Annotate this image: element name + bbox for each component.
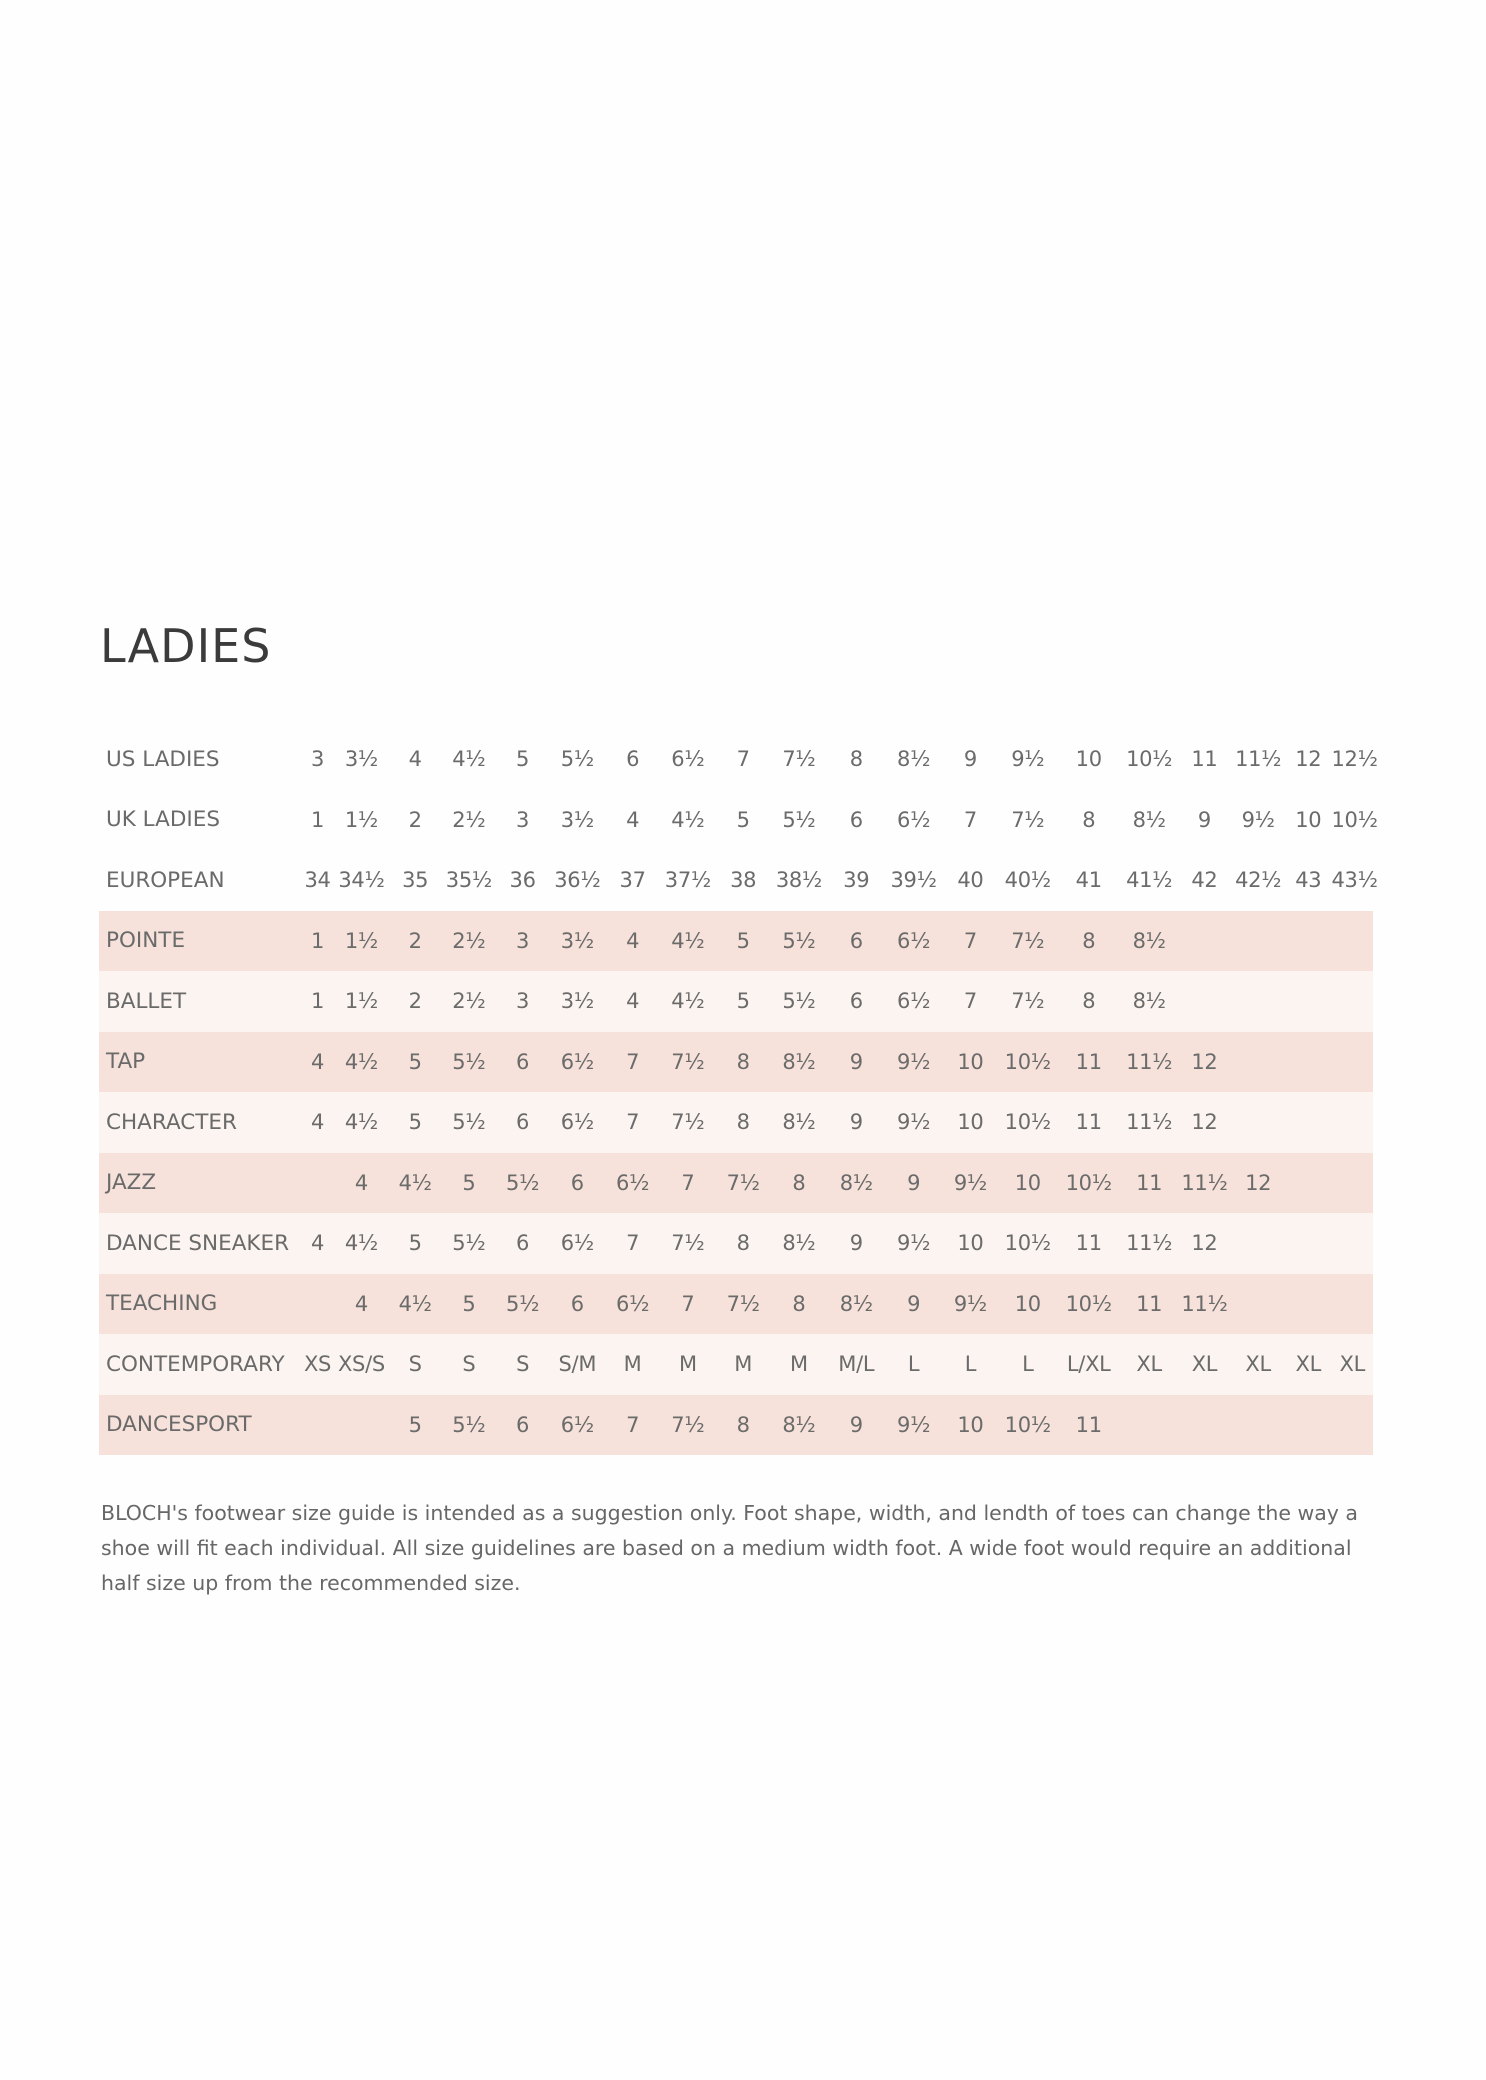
size-cell: 8½ [771,1395,828,1456]
size-cell: 12 [1178,1032,1232,1093]
size-cell: 4½ [388,1274,442,1335]
size-cell: 8½ [897,747,931,772]
size-row-jazz [99,1153,1373,1214]
size-cell: 11½ [1121,1092,1178,1153]
size-cell: 3½ [549,971,605,1032]
size-cell: 1½ [335,971,389,1032]
size-cell [1231,911,1285,972]
size-cell: 8½ [1132,807,1166,832]
size-cell: 6½ [605,1274,660,1335]
size-cell: 8½ [771,1213,828,1274]
size-cell: 7½ [716,1274,771,1335]
size-cell: 38 [730,868,757,893]
size-cell: 11½ [1178,1274,1232,1335]
size-cell: 11 [1057,1213,1121,1274]
size-cell [1178,971,1232,1032]
size-cell: 3 [310,747,325,772]
size-cell: 9 [963,747,977,772]
size-cell: 5 [388,1213,442,1274]
size-cell: 5 [388,1032,442,1093]
size-cell: 4 [300,1092,334,1153]
size-cell: 9 [885,1274,942,1335]
size-cell: M [771,1334,828,1395]
size-cell: 3½ [560,807,594,832]
size-cell: XL [1285,1334,1331,1395]
size-cell: 11½ [1178,1153,1232,1214]
size-cell [1231,1032,1285,1093]
size-cell: 7 [605,1092,660,1153]
size-cell: L/XL [1057,1334,1121,1395]
size-cell: 10½ [999,1395,1057,1456]
size-cell: 7½ [716,1153,771,1214]
row-label: EUROPEAN [106,867,225,893]
size-cell: XS [300,1334,334,1395]
size-cell: 5½ [442,1032,496,1093]
size-cell: 2½ [442,971,496,1032]
size-cell: M [605,1334,660,1395]
size-cell: 5½ [782,807,816,832]
size-cell [1332,1032,1374,1093]
size-cell: 5 [388,1092,442,1153]
size-cell: 9 [827,1092,885,1153]
size-cell: 4½ [660,971,716,1032]
row-label: TAP [99,1032,300,1093]
size-cell: 7½ [782,747,816,772]
size-cell [1121,1395,1178,1456]
size-cell: 35 [402,868,429,893]
size-cell [300,1153,334,1214]
size-cell: 4½ [671,807,705,832]
size-cell: 1½ [344,807,378,832]
size-cell: 4 [335,1153,389,1214]
size-cell: 6 [496,1395,550,1456]
size-cell: 4 [335,1274,389,1335]
row-label: BALLET [99,971,300,1032]
row-label: POINTE [99,911,300,972]
size-guide-note: BLOCH's footwear size guide is intended as a suggestion only. Foot shape, width, and lendth of toes can change the way a shoe will fit each individual. All size guidelines are based on a medium width foot. A wide foot would require an additional half size up from the recommended size. [101,1501,1358,1595]
size-cell: M/L [827,1334,885,1395]
size-cell: 11 [1121,1153,1178,1214]
size-cell: 8½ [1121,911,1178,972]
size-cell: 11½ [1121,1032,1178,1093]
size-cell [1178,911,1232,972]
size-cell: 4 [300,1213,334,1274]
size-cell: 6 [827,911,885,972]
size-cell: 36½ [554,868,601,893]
row-label: CONTEMPORARY [99,1334,300,1395]
size-cell: 8½ [771,1032,828,1093]
size-row-dance-sneaker [99,1213,1373,1274]
size-cell: 2 [388,971,442,1032]
size-cell: 8 [771,1274,828,1335]
row-label: US LADIES [106,746,220,772]
size-cell: 9 [885,1153,942,1214]
size-cell: 12½ [1331,747,1378,772]
size-cell: 8 [849,747,863,772]
size-cell: 5 [716,971,771,1032]
page-title: LADIES [100,619,272,673]
size-cell: 3 [496,911,550,972]
size-cell: 6 [549,1274,605,1335]
size-cell [1285,1032,1331,1093]
size-cell: 6 [849,807,863,832]
size-cell: 7½ [660,1395,716,1456]
size-cell [300,1274,334,1335]
size-cell: 36 [509,868,536,893]
size-cell [1285,971,1331,1032]
size-cell: 5 [516,747,530,772]
size-cell: 10 [942,1032,999,1093]
size-cell: 6 [549,1153,605,1214]
size-cell: 6 [496,1092,550,1153]
size-cell [335,1395,389,1456]
size-cell: 10½ [1331,807,1378,832]
size-cell: 8½ [827,1274,885,1335]
size-cell: 10½ [1057,1274,1121,1335]
size-cell [1231,1395,1285,1456]
size-cell: XL [1231,1334,1285,1395]
size-cell: 12 [1231,1153,1285,1214]
size-cell: 3 [516,807,530,832]
size-cell: 1 [310,807,325,832]
size-cell: 34½ [338,868,385,893]
size-cell: 2½ [452,807,486,832]
size-cell: 9½ [942,1153,999,1214]
size-cell: 41 [1075,868,1102,893]
size-row-pointe [99,911,1373,972]
size-cell: 39½ [890,868,937,893]
size-cell: 42 [1191,868,1218,893]
size-cell: 10 [999,1274,1057,1335]
size-cell: 8½ [827,1153,885,1214]
size-cell: 6½ [549,1213,605,1274]
size-row-us-ladies [99,729,1373,790]
size-cell: 42½ [1235,868,1282,893]
size-row-tap [99,1032,1373,1093]
size-cell: 5½ [560,747,594,772]
size-cell: 6 [626,747,640,772]
size-cell: 8 [1057,911,1121,972]
size-cell: 7½ [660,1032,716,1093]
size-cell: 4½ [452,747,486,772]
row-label: DANCE SNEAKER [99,1213,300,1274]
size-cell: 12 [1295,747,1322,772]
size-row-uk-ladies [99,790,1373,851]
size-cell: 11 [1057,1395,1121,1456]
size-cell: 11 [1057,1092,1121,1153]
size-cell: 12 [1178,1092,1232,1153]
size-cell [1231,1274,1285,1335]
size-cell: 7 [605,1032,660,1093]
size-cell: 2 [388,911,442,972]
size-cell [1231,1092,1285,1153]
size-cell: 10 [1075,747,1102,772]
size-cell [1332,911,1374,972]
row-label: TEACHING [99,1274,300,1335]
size-cell: 6 [827,971,885,1032]
size-cell: S/M [549,1334,605,1395]
size-cell: 5½ [496,1153,550,1214]
size-row-ballet [99,971,1373,1032]
size-cell [1285,1274,1331,1335]
size-row-dancesport [99,1395,1373,1456]
size-cell: L [885,1334,942,1395]
size-cell: 7 [942,911,999,972]
size-cell: 10 [942,1213,999,1274]
size-cell: M [716,1334,771,1395]
size-cell: 11 [1121,1274,1178,1335]
size-cell: 5½ [442,1395,496,1456]
size-cell [1231,971,1285,1032]
size-cell: 2 [408,807,422,832]
size-cell: 5 [716,911,771,972]
size-cell: 9½ [942,1274,999,1335]
size-cell: 6½ [885,911,942,972]
size-cell: 6½ [549,1092,605,1153]
size-cell: 7 [605,1395,660,1456]
size-cell: 8 [716,1213,771,1274]
size-cell [1285,1395,1331,1456]
size-cell: 9½ [885,1213,942,1274]
size-cell [1332,1395,1374,1456]
size-cell: L [999,1334,1057,1395]
size-cell: 7 [605,1213,660,1274]
size-cell: 9½ [885,1032,942,1093]
size-cell: 6½ [885,971,942,1032]
size-cell: 37 [619,868,646,893]
size-cell: 4 [626,807,640,832]
row-label: CHARACTER [99,1092,300,1153]
size-chart-body [99,729,1378,1455]
size-cell [1231,1213,1285,1274]
size-cell: 10½ [999,1092,1057,1153]
size-cell: 10½ [999,1032,1057,1093]
size-cell: 10 [999,1153,1057,1214]
size-cell: 7½ [999,971,1057,1032]
size-cell: 11 [1191,747,1218,772]
size-cell: 8½ [771,1092,828,1153]
size-cell: 40 [957,868,984,893]
size-cell: 9½ [885,1395,942,1456]
size-cell: 4 [300,1032,334,1093]
size-cell [1285,1092,1331,1153]
size-cell: 34 [304,868,331,893]
size-cell: 7 [660,1153,716,1214]
size-cell: 1½ [335,911,389,972]
size-cell: 9½ [1241,807,1275,832]
size-cell: 10½ [1057,1153,1121,1214]
size-cell: 7 [736,747,750,772]
size-cell: 4 [408,747,422,772]
size-cell: 6½ [605,1153,660,1214]
size-cell: M [660,1334,716,1395]
size-cell: 9 [827,1395,885,1456]
size-cell: 8 [1082,807,1096,832]
size-cell: 3½ [344,747,378,772]
size-cell: 7½ [660,1092,716,1153]
size-cell: 8½ [1121,971,1178,1032]
size-row-teaching [99,1274,1373,1335]
size-cell: 9½ [1011,747,1045,772]
size-cell: 8 [716,1032,771,1093]
size-cell: 6½ [549,1032,605,1093]
size-cell: 10 [942,1092,999,1153]
size-cell: 5½ [442,1092,496,1153]
size-cell: 6½ [549,1395,605,1456]
size-cell: 5½ [442,1213,496,1274]
size-cell: XL [1121,1334,1178,1395]
size-cell [1332,1092,1374,1153]
size-cell: S [442,1334,496,1395]
size-row-contemporary [99,1334,1373,1395]
size-cell: 1 [300,911,334,972]
size-cell: 4 [605,971,660,1032]
size-cell: 9 [827,1032,885,1093]
size-cell: 8 [716,1395,771,1456]
size-cell [1332,971,1374,1032]
size-cell [1332,1274,1374,1335]
size-cell: 39 [843,868,870,893]
size-cell: 10½ [999,1213,1057,1274]
size-cell: 6½ [897,807,931,832]
size-cell: 11 [1057,1032,1121,1093]
size-cell: 4½ [335,1032,389,1093]
size-cell: 9 [827,1213,885,1274]
size-cell: 5 [736,807,750,832]
size-cell: 8 [716,1092,771,1153]
size-cell: 5 [442,1153,496,1214]
row-label: JAZZ [99,1153,300,1214]
size-cell: 9½ [885,1092,942,1153]
size-row-european [99,850,1373,911]
size-cell: 4½ [388,1153,442,1214]
row-label: UK LADIES [106,807,220,833]
size-cell: 11½ [1235,747,1282,772]
size-cell: 2½ [442,911,496,972]
size-chart-table [99,729,1378,1455]
size-cell: 7½ [660,1213,716,1274]
size-cell: 1 [300,971,334,1032]
size-cell: 37½ [664,868,711,893]
size-cell: 10 [1295,807,1322,832]
size-cell: 4 [605,911,660,972]
size-cell: S [388,1334,442,1395]
size-cell: 4½ [335,1213,389,1274]
size-cell: 6 [496,1213,550,1274]
size-cell: 5½ [771,971,828,1032]
size-cell: 4½ [660,911,716,972]
size-cell: 10 [942,1395,999,1456]
size-cell: 43½ [1331,868,1378,893]
size-cell: XS/S [335,1334,389,1395]
size-cell: 7 [660,1274,716,1335]
size-cell: 41½ [1126,868,1173,893]
size-cell: 10½ [1126,747,1173,772]
size-cell: 6½ [671,747,705,772]
size-cell [1285,911,1331,972]
size-cell: 4½ [335,1092,389,1153]
size-cell [1178,1395,1232,1456]
size-cell: 7½ [1011,807,1045,832]
size-cell: 5½ [771,911,828,972]
size-cell: XL [1332,1334,1374,1395]
size-cell [1285,1153,1331,1214]
size-cell: 43 [1295,868,1322,893]
size-cell [1332,1213,1374,1274]
size-cell: 11½ [1121,1213,1178,1274]
size-cell: 12 [1178,1213,1232,1274]
row-label: DANCESPORT [99,1395,300,1456]
size-cell: 5 [442,1274,496,1335]
size-cell: 7½ [999,911,1057,972]
size-cell [1332,1153,1374,1214]
size-cell: XL [1178,1334,1232,1395]
size-cell: S [496,1334,550,1395]
size-cell: 5 [388,1395,442,1456]
size-cell [1285,1213,1331,1274]
size-row-character [99,1092,1373,1153]
size-cell: 9 [1197,807,1211,832]
size-cell: 3 [496,971,550,1032]
size-cell: 3½ [549,911,605,972]
size-cell: 7 [942,971,999,1032]
size-cell: 8 [1057,971,1121,1032]
size-cell: 6 [496,1032,550,1093]
size-cell: L [942,1334,999,1395]
size-cell: 7 [963,807,977,832]
size-cell: 38½ [775,868,822,893]
size-cell: 40½ [1004,868,1051,893]
size-cell [300,1395,334,1456]
size-cell: 5½ [496,1274,550,1335]
size-cell: 35½ [445,868,492,893]
size-cell: 8 [771,1153,828,1214]
